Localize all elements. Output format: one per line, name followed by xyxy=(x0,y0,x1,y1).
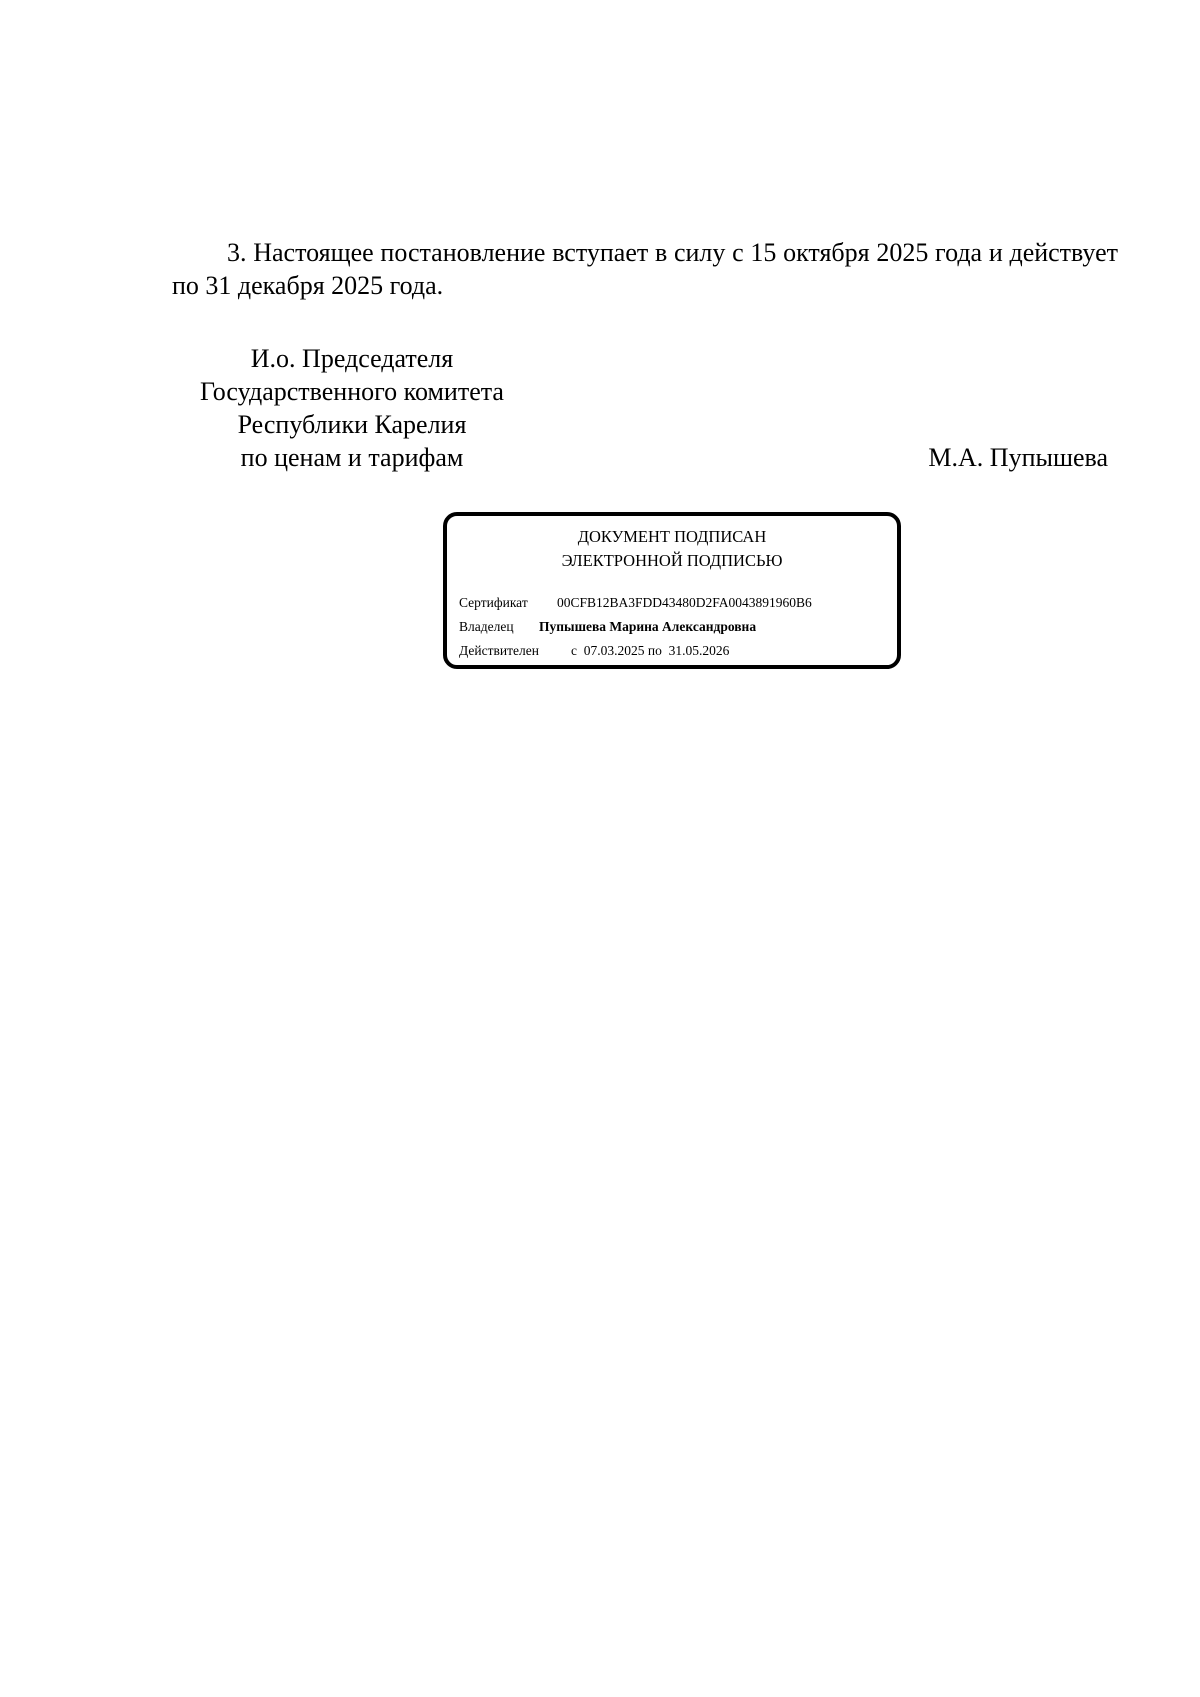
certificate-value: 00CFB12BA3FDD43480D2FA0043891960B6 xyxy=(557,595,812,610)
signatory-title-line: по ценам и тарифам xyxy=(240,443,464,472)
certificate-label: Сертификат xyxy=(459,595,528,610)
stamp-certificate-row xyxy=(459,594,812,612)
validity-value: с 07.03.2025 по 31.05.2026 xyxy=(571,643,730,658)
validity-label: Действителен xyxy=(459,643,539,658)
owner-label: Владелец xyxy=(459,619,514,634)
signatory-title-line: Республики Карелия xyxy=(237,410,467,439)
electronic-signature-stamp xyxy=(443,512,901,669)
stamp-title-line: ДОКУМЕНТ ПОДПИСАН xyxy=(577,527,767,546)
stamp-title xyxy=(447,525,897,573)
resolution-paragraph: 3. Настоящее постановление вступает в силу с 15 октября 2025 года и действует по 31 декабря 2025 года. xyxy=(172,238,1118,300)
signatory-title-block xyxy=(172,342,532,474)
signatory-name: М.А. Пупышева xyxy=(928,443,1108,472)
owner-value: Пупышева Марина Александровна xyxy=(539,619,757,634)
stamp-owner-row xyxy=(459,618,756,636)
signatory-title-line: И.о. Председателя xyxy=(250,344,454,373)
signatory-title-line: Государственного комитета xyxy=(200,377,504,406)
stamp-title-line: ЭЛЕКТРОННОЙ ПОДПИСЬЮ xyxy=(561,551,783,570)
stamp-validity-row xyxy=(459,642,729,660)
